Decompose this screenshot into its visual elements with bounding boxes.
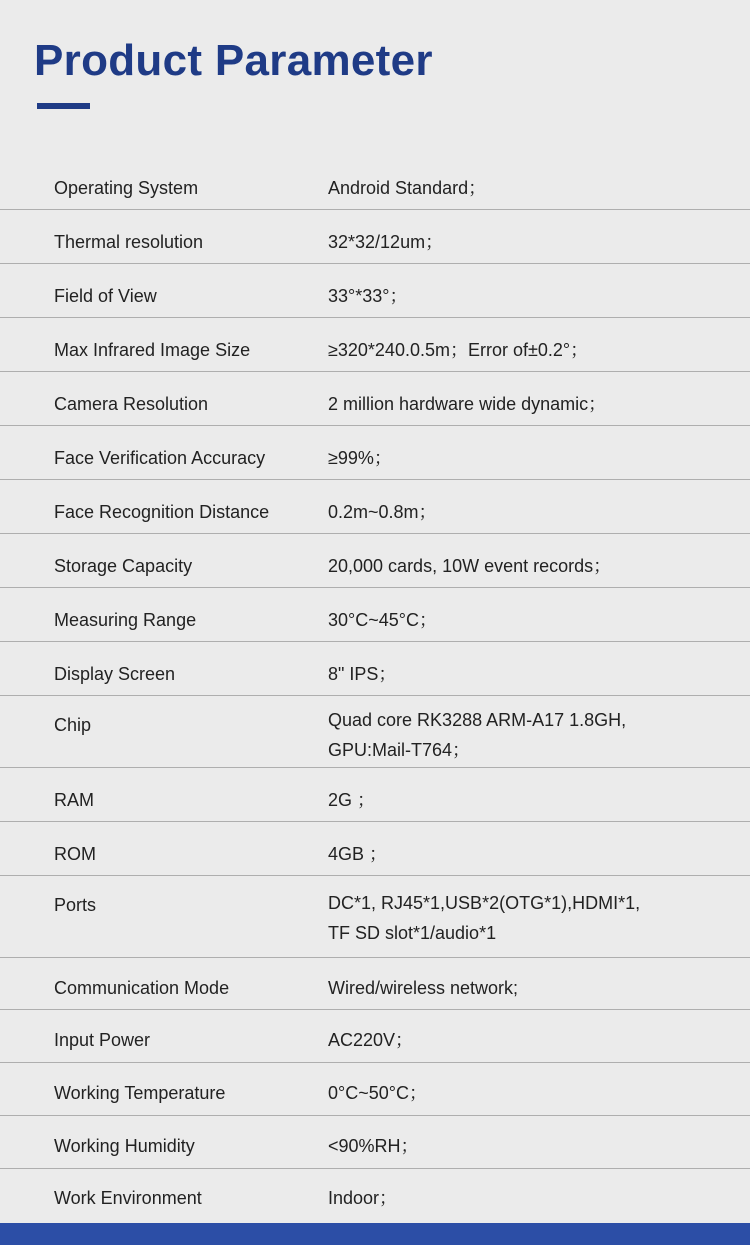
parameter-value-line: 33°*33°； <box>328 286 408 306</box>
parameter-label: Input Power <box>54 1030 151 1050</box>
table-row <box>0 158 750 210</box>
parameter-value-line: GPU:Mail-T764； <box>328 740 471 760</box>
parameter-label: Display Screen <box>54 664 176 684</box>
parameter-value-line: Quad core RK3288 ARM-A17 1.8GH, <box>328 710 627 730</box>
parameter-label: Camera Resolution <box>54 394 209 414</box>
parameter-value <box>328 659 728 689</box>
title-underline <box>37 103 90 109</box>
table-row <box>0 480 750 534</box>
parameter-value-line: 0°C~50°C； <box>328 1083 427 1103</box>
parameter-value-line: DC*1, RJ45*1,USB*2(OTG*1),HDMI*1, <box>328 893 641 913</box>
parameter-label: Working Temperature <box>54 1083 226 1103</box>
parameter-label: Measuring Range <box>54 610 197 630</box>
parameter-value <box>328 973 728 1003</box>
parameter-table <box>0 158 750 1221</box>
parameter-label: Work Environment <box>54 1188 202 1208</box>
parameter-value <box>328 335 728 365</box>
parameter-label: Face Recognition Distance <box>54 502 270 522</box>
table-row <box>0 642 750 696</box>
parameter-value <box>328 785 728 815</box>
parameter-value <box>328 1183 728 1213</box>
bottom-accent-bar <box>0 1223 750 1245</box>
parameter-value-line: 2 million hardware wide dynamic； <box>328 394 607 414</box>
parameter-value-line: 2G ； <box>328 790 376 810</box>
table-row <box>0 768 750 822</box>
parameter-label: Operating System <box>54 178 199 198</box>
table-row <box>0 1116 750 1169</box>
parameter-label: Working Humidity <box>54 1136 195 1156</box>
parameter-label: Face Verification Accuracy <box>54 448 266 468</box>
table-row <box>0 958 750 1010</box>
parameter-value-line: 4GB ； <box>328 844 388 864</box>
parameter-value-line: 0.2m~0.8m； <box>328 502 437 522</box>
parameter-label: Thermal resolution <box>54 232 204 252</box>
table-row <box>0 1063 750 1116</box>
table-row <box>0 426 750 480</box>
parameter-label: Max Infrared Image Size <box>54 340 251 360</box>
parameter-value-line: ≥99%； <box>328 448 392 468</box>
table-row <box>0 210 750 264</box>
parameter-value <box>328 227 728 257</box>
parameter-value <box>328 1078 728 1108</box>
parameter-value-line: 8" IPS； <box>328 664 397 684</box>
table-row <box>0 264 750 318</box>
parameter-value-line: AC220V； <box>328 1030 414 1050</box>
parameter-value-line: <90%RH； <box>328 1136 419 1156</box>
parameter-label: ROM <box>54 844 96 864</box>
parameter-value <box>328 1025 728 1055</box>
parameter-label: RAM <box>54 790 94 810</box>
parameter-value-line: 20,000 cards, 10W event records； <box>328 556 612 576</box>
table-row <box>0 876 750 958</box>
parameter-value <box>328 705 728 765</box>
parameter-value <box>328 281 728 311</box>
table-row <box>0 1010 750 1063</box>
parameter-label: Storage Capacity <box>54 556 193 576</box>
parameter-value-line: Android Standard； <box>328 178 487 198</box>
table-row <box>0 696 750 768</box>
parameter-value <box>328 443 728 473</box>
parameter-value <box>328 497 728 527</box>
parameter-value-line: Indoor； <box>328 1188 398 1208</box>
parameter-value <box>328 1131 728 1161</box>
parameter-label: Communication Mode <box>54 978 230 998</box>
table-row <box>0 534 750 588</box>
parameter-value <box>328 389 728 419</box>
table-row <box>0 1169 750 1221</box>
page-title: Product Parameter <box>34 36 433 85</box>
parameter-value <box>328 173 728 203</box>
table-row <box>0 372 750 426</box>
parameter-label: Field of View <box>54 286 157 306</box>
parameter-label: Ports <box>54 895 97 915</box>
parameter-value-line: Wired/wireless network; <box>328 978 519 998</box>
parameter-value <box>328 888 728 948</box>
parameter-label: Chip <box>54 715 92 735</box>
parameter-value <box>328 605 728 635</box>
parameter-value-line: ≥320*240.0.5m；Error of±0.2°； <box>328 340 589 360</box>
parameter-value <box>328 839 728 869</box>
parameter-value-line: TF SD slot*1/audio*1 <box>328 923 497 943</box>
table-row <box>0 822 750 876</box>
table-row <box>0 588 750 642</box>
parameter-value-line: 30°C~45°C； <box>328 610 437 630</box>
table-row <box>0 318 750 372</box>
parameter-value <box>328 551 728 581</box>
parameter-value-line: 32*32/12um； <box>328 232 444 252</box>
